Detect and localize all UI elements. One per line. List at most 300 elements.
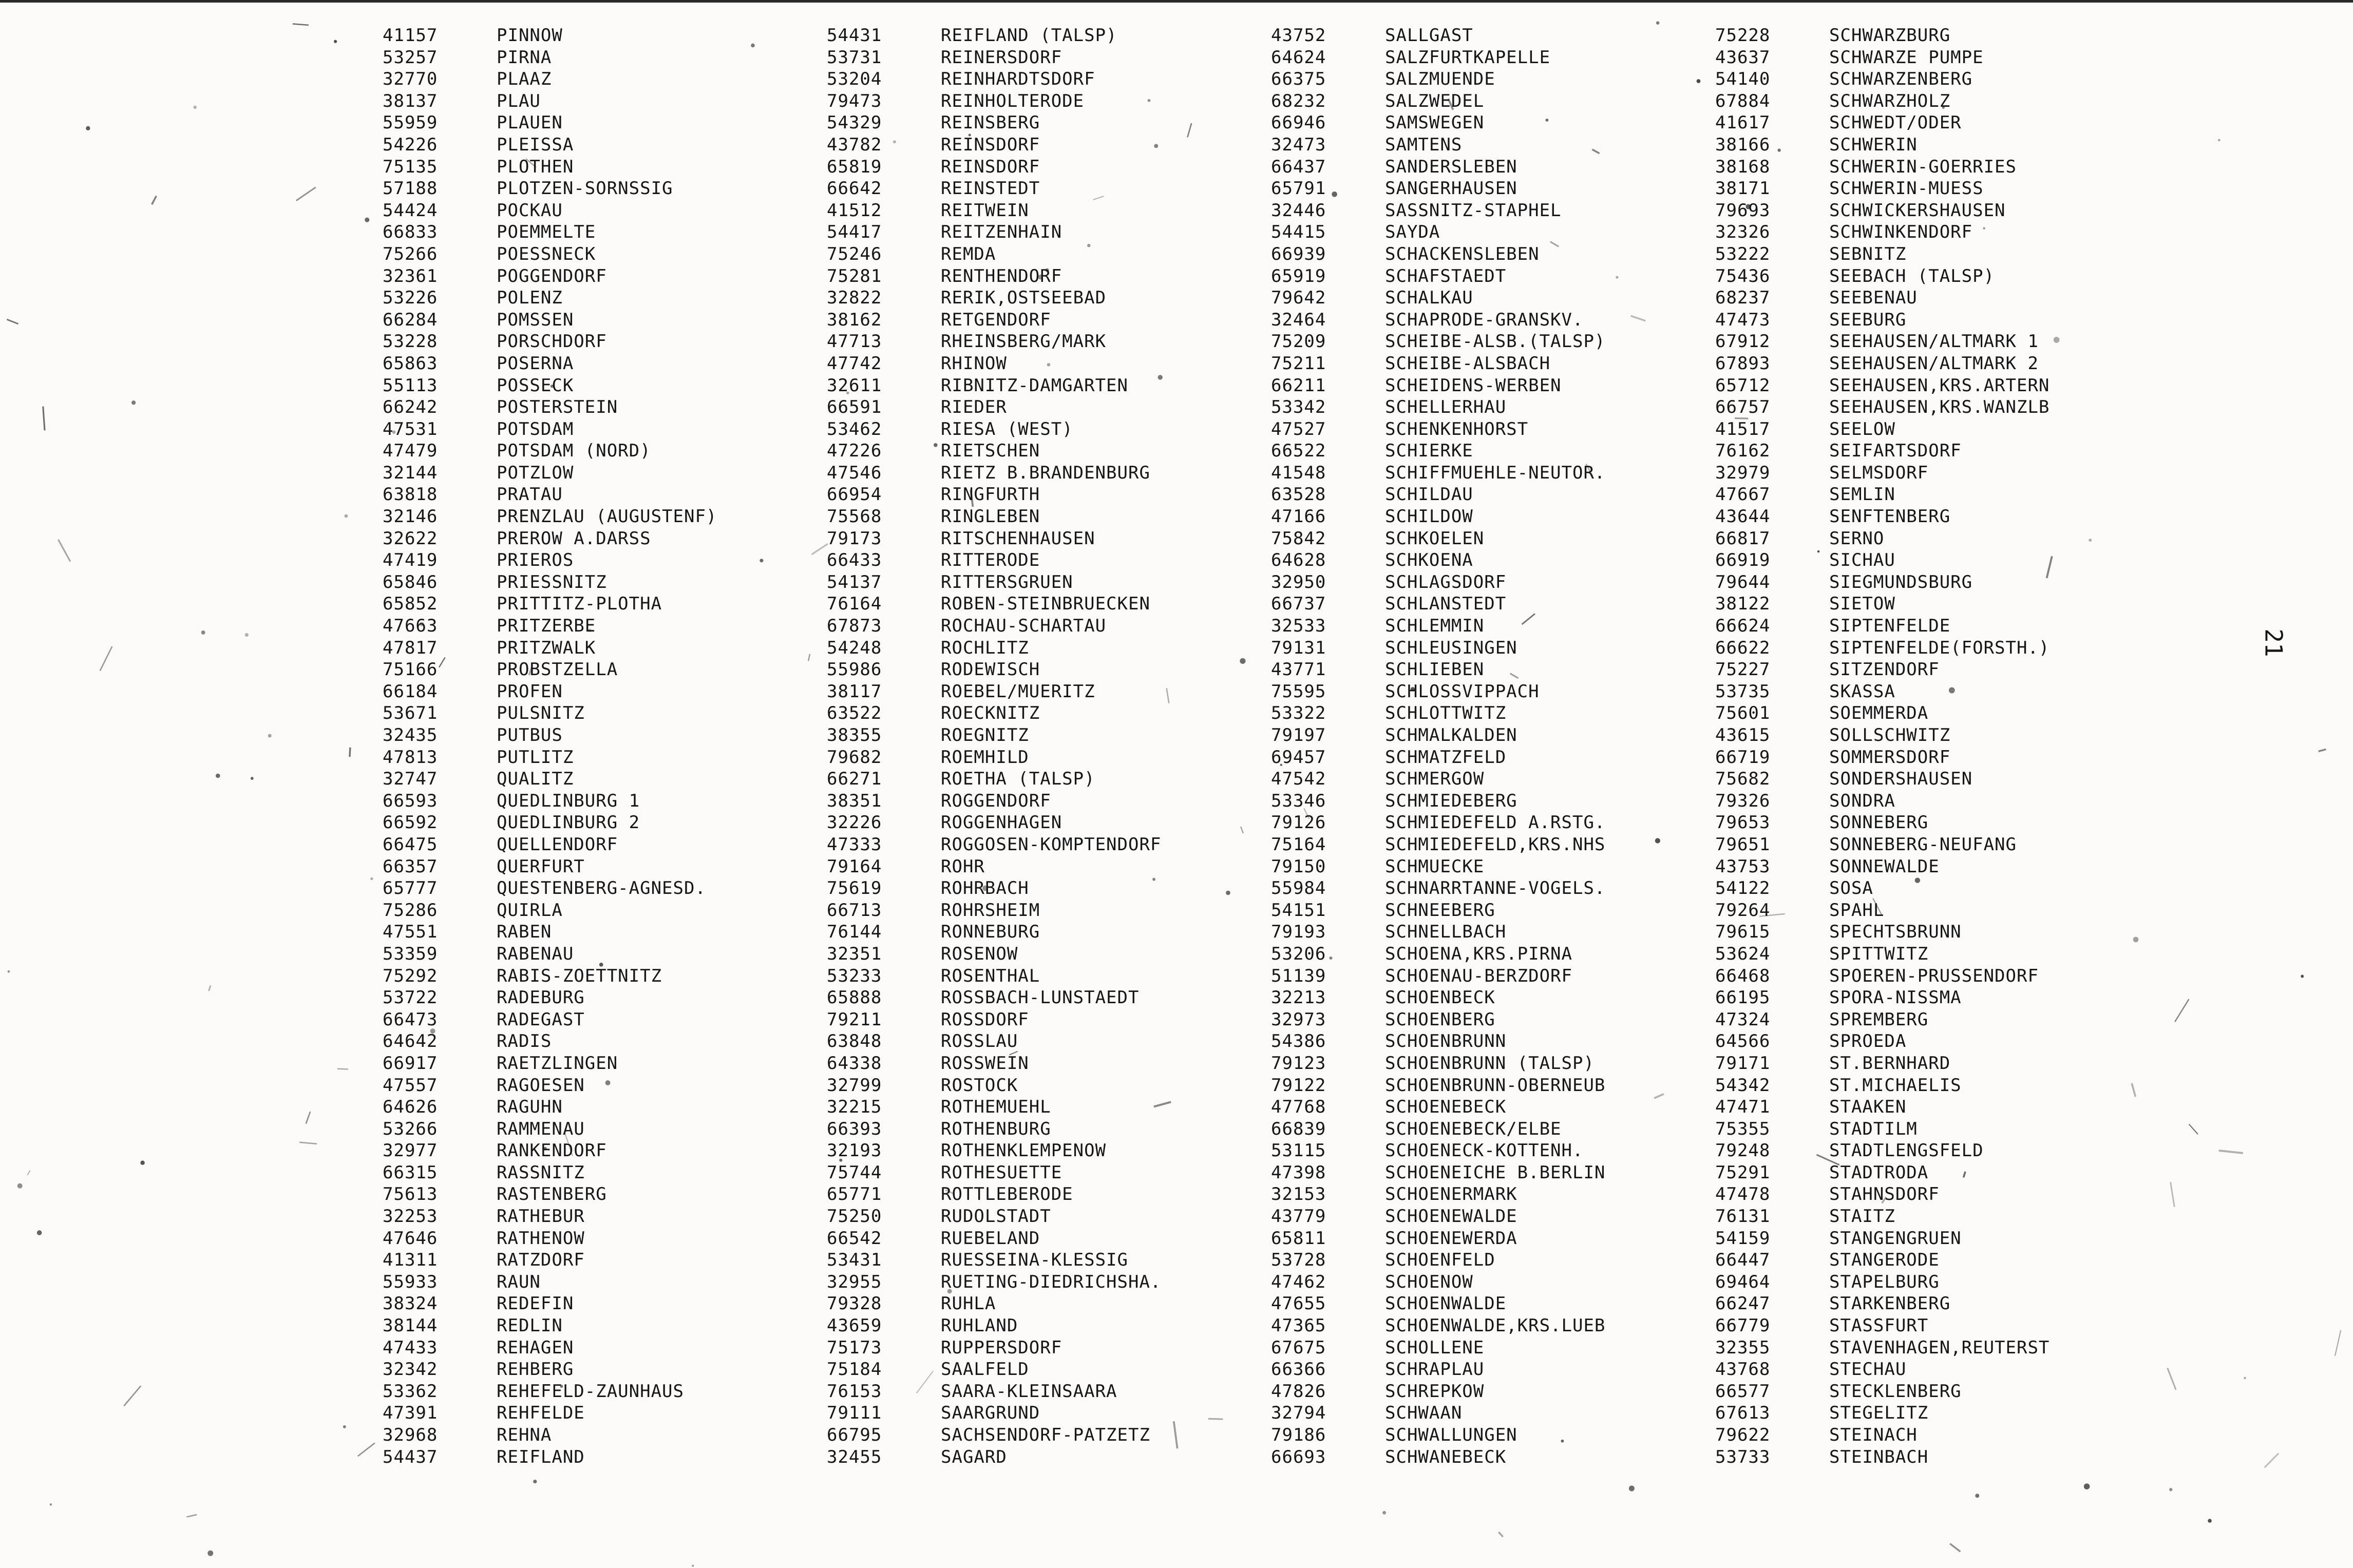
postal-code: 75619	[827, 878, 882, 899]
postal-code: 32153	[1271, 1184, 1326, 1205]
list-row	[827, 834, 1161, 856]
scan-streak	[1174, 1421, 1178, 1448]
list-row	[1271, 112, 1605, 134]
place-name: PUTBUS	[497, 725, 563, 745]
postal-code: 79326	[1715, 790, 1771, 811]
postal-code: 66946	[1271, 112, 1326, 133]
list-row	[383, 615, 717, 637]
place-name: SEEHAUSEN/ALTMARK 1	[1829, 331, 2039, 352]
place-name: SCHWARZE PUMPE	[1829, 47, 1984, 68]
list-row	[383, 440, 717, 462]
list-row	[1271, 462, 1605, 484]
postal-code: 55959	[383, 112, 438, 133]
place-name: RIBNITZ-DAMGARTEN	[941, 375, 1128, 396]
list-row	[383, 178, 717, 200]
postal-code: 75682	[1715, 769, 1771, 790]
list-row	[1271, 987, 1605, 1009]
scan-speck	[2244, 1377, 2246, 1380]
list-row	[383, 965, 717, 987]
postal-code: 75744	[827, 1162, 882, 1183]
postal-code: 38144	[383, 1315, 438, 1336]
place-name: POESSNECK	[497, 243, 596, 264]
postal-code: 32473	[1271, 134, 1326, 155]
postal-code: 66433	[827, 550, 882, 571]
place-name: SCHLEMMIN	[1385, 616, 1485, 637]
place-name: ROCHAU-SCHARTAU	[941, 616, 1107, 637]
place-name: RADEGAST	[497, 1009, 585, 1030]
list-row	[383, 1118, 717, 1140]
postal-code: 75173	[827, 1337, 882, 1358]
scan-streak	[58, 540, 70, 562]
postal-code: 75227	[1715, 659, 1771, 680]
list-row	[1715, 396, 2050, 418]
place-name: SAYDA	[1385, 222, 1440, 243]
postal-code: 66393	[827, 1118, 882, 1139]
place-name: RIETSCHEN	[941, 441, 1040, 462]
postal-code: 43779	[1271, 1206, 1326, 1227]
place-name: PLAUEN	[497, 112, 563, 133]
scan-streak	[306, 1112, 310, 1124]
place-name: STAHNSDORF	[1829, 1184, 1940, 1205]
postal-code: 66468	[1715, 965, 1771, 986]
postal-code: 47667	[1715, 484, 1771, 505]
place-name: RAGOESEN	[497, 1075, 585, 1096]
postal-code: 47542	[1271, 769, 1326, 790]
place-name: RUESSEINA-KLESSIG	[941, 1250, 1128, 1271]
list-row	[383, 331, 717, 353]
list-row	[1715, 1271, 2050, 1293]
postal-code: 68237	[1715, 288, 1771, 309]
list-row	[827, 418, 1161, 441]
postal-code: 47462	[1271, 1271, 1326, 1292]
list-row	[383, 877, 717, 900]
list-row	[383, 396, 717, 418]
place-name: SEEBACH (TALSP)	[1829, 265, 1995, 286]
list-row	[383, 1162, 717, 1184]
place-name: PROFEN	[497, 681, 563, 702]
scan-speck	[751, 44, 755, 48]
column-2	[827, 25, 1161, 1468]
place-name: SCHOENA,KRS.PIRNA	[1385, 943, 1572, 964]
list-row	[383, 768, 717, 790]
place-name: ROSTOCK	[941, 1075, 1018, 1096]
scan-streak	[1241, 827, 1243, 833]
list-row	[1715, 834, 2050, 856]
list-row	[1715, 353, 2050, 375]
place-name: SONNEWALDE	[1829, 856, 1940, 877]
scan-speck	[2133, 937, 2139, 943]
postal-code: 63818	[383, 484, 438, 505]
scan-speck	[131, 400, 136, 405]
postal-code: 43753	[1715, 856, 1771, 877]
place-name: SCHOENBRUNN (TALSP)	[1385, 1053, 1595, 1074]
place-name: ROTHENBURG	[941, 1118, 1051, 1139]
place-name: SPOEREN-PRUSSENDORF	[1829, 965, 2039, 986]
postal-code: 32455	[827, 1446, 882, 1467]
postal-code: 53735	[1715, 681, 1771, 702]
place-name: SEEHAUSEN,KRS.ARTERN	[1829, 375, 2050, 396]
scan-speck	[1226, 891, 1230, 895]
list-row	[383, 134, 717, 156]
postal-code: 66591	[827, 397, 882, 418]
list-row	[1715, 1075, 2050, 1097]
place-name: SCHKOENA	[1385, 550, 1473, 571]
postal-code: 41617	[1715, 112, 1771, 133]
scan-streak	[209, 985, 211, 991]
place-name: RITSCHENHAUSEN	[941, 528, 1095, 549]
place-name: RAMMENAU	[497, 1118, 585, 1139]
postal-code: 66624	[1715, 616, 1771, 637]
postal-code: 63522	[827, 703, 882, 724]
list-row	[1271, 200, 1605, 222]
list-row	[1715, 90, 2050, 112]
list-row	[1271, 724, 1605, 747]
postal-code: 68232	[1271, 90, 1326, 111]
postal-code: 75568	[827, 506, 882, 527]
list-row	[827, 462, 1161, 484]
place-name: QUALITZ	[497, 769, 574, 790]
list-row	[1715, 702, 2050, 724]
place-name: PORSCHDORF	[497, 331, 607, 352]
scan-speck	[334, 40, 337, 43]
list-row	[383, 90, 717, 112]
postal-code: 66917	[383, 1053, 438, 1074]
place-name: RIESA (WEST)	[941, 418, 1073, 439]
list-row	[383, 375, 717, 397]
place-name: SCHWERIN-GOERRIES	[1829, 156, 2017, 177]
list-row	[1715, 243, 2050, 265]
place-name: SCHLAGSDORF	[1385, 571, 1507, 592]
postal-code: 38171	[1715, 178, 1771, 199]
postal-code: 53233	[827, 965, 882, 986]
list-row	[1271, 309, 1605, 331]
scan-streak	[2189, 1124, 2198, 1135]
postal-code: 47646	[383, 1228, 438, 1249]
list-row	[383, 1249, 717, 1271]
postal-code: 32977	[383, 1140, 438, 1161]
scan-streak	[28, 1171, 30, 1175]
postal-code: 66284	[383, 309, 438, 330]
list-row	[1271, 637, 1605, 659]
list-row	[1715, 265, 2050, 288]
list-row	[383, 1402, 717, 1424]
place-name: SCHOENBRUNN-OBERNEUB	[1385, 1075, 1606, 1096]
postal-code: 76144	[827, 922, 882, 943]
list-row	[1715, 506, 2050, 528]
place-name: RUHLA	[941, 1293, 996, 1314]
place-name: STEGELITZ	[1829, 1403, 1929, 1424]
postal-code: 66184	[383, 681, 438, 702]
postal-code: 79682	[827, 747, 882, 768]
postal-code: 79123	[1271, 1053, 1326, 1074]
scan-streak	[100, 646, 112, 671]
place-name: SCHMIEDEFELD,KRS.NHS	[1385, 834, 1606, 855]
place-name: SOSA	[1829, 878, 1873, 899]
list-row	[383, 1337, 717, 1359]
place-name: ST.BERNHARD	[1829, 1053, 1951, 1074]
list-row	[827, 987, 1161, 1009]
place-name: RABIS-ZOETTNITZ	[497, 965, 662, 986]
list-row	[1715, 1096, 2050, 1118]
list-row	[1715, 178, 2050, 200]
list-row	[827, 1337, 1161, 1359]
postal-code: 53322	[1271, 703, 1326, 724]
scan-speck	[140, 1161, 144, 1165]
place-name: ROSSLAU	[941, 1031, 1018, 1052]
place-name: PULSNITZ	[497, 703, 585, 724]
postal-code: 53431	[827, 1250, 882, 1271]
place-name: RAUN	[497, 1271, 541, 1292]
scan-streak	[1167, 688, 1169, 703]
list-row	[827, 375, 1161, 397]
place-name: SONNEBERG-NEUFANG	[1829, 834, 2017, 855]
scan-streak	[2219, 1151, 2243, 1153]
list-row	[1715, 1030, 2050, 1053]
list-row	[1271, 484, 1605, 506]
list-row	[383, 856, 717, 878]
scan-speck	[2054, 337, 2060, 343]
scan-streak	[2132, 1083, 2135, 1097]
place-name: REINSDORF	[941, 156, 1040, 177]
postal-code: 79651	[1715, 834, 1771, 855]
postal-code: 32533	[1271, 616, 1326, 637]
postal-code: 54437	[383, 1446, 438, 1467]
place-name: RIEDER	[941, 397, 1007, 418]
list-row	[1715, 287, 2050, 309]
postal-code: 32253	[383, 1206, 438, 1227]
place-name: ROTHEMUEHL	[941, 1097, 1051, 1118]
list-row	[383, 221, 717, 243]
postal-code: 65771	[827, 1184, 882, 1205]
list-row	[1271, 156, 1605, 178]
place-name: REINSDORF	[941, 134, 1040, 155]
place-name: STASSFURT	[1829, 1315, 1929, 1336]
list-row	[827, 331, 1161, 353]
place-name: POTZLOW	[497, 462, 574, 483]
place-name: STEINACH	[1829, 1425, 1918, 1445]
postal-code: 66242	[383, 397, 438, 418]
list-row	[1715, 68, 2050, 90]
list-row	[827, 1140, 1161, 1162]
postal-code: 66954	[827, 484, 882, 505]
place-name: SCHWINKENDORF	[1829, 222, 1973, 243]
postal-code: 54417	[827, 222, 882, 243]
place-name: RITTERODE	[941, 550, 1040, 571]
list-row	[1271, 418, 1605, 441]
list-row	[1271, 702, 1605, 724]
scan-streak	[2171, 1182, 2175, 1207]
place-name: SCHWARZHOLZ	[1829, 90, 1951, 111]
postal-code: 76131	[1715, 1206, 1771, 1227]
postal-code: 76164	[827, 594, 882, 615]
place-name: REHNA	[497, 1425, 552, 1445]
list-row	[1271, 856, 1605, 878]
postal-code: 69464	[1715, 1271, 1771, 1292]
place-name: REINHARDTSDORF	[941, 69, 1095, 90]
postal-code: 64642	[383, 1031, 438, 1052]
postal-code: 79622	[1715, 1425, 1771, 1445]
list-row	[383, 834, 717, 856]
list-row	[827, 25, 1161, 47]
list-row	[383, 812, 717, 834]
postal-code: 75281	[827, 265, 882, 286]
place-name: ROTHENKLEMPENOW	[941, 1140, 1107, 1161]
place-name: SCHLIEBEN	[1385, 659, 1485, 680]
list-row	[827, 856, 1161, 878]
postal-code: 66475	[383, 834, 438, 855]
list-row	[383, 1315, 717, 1337]
place-name: QUIRLA	[497, 900, 563, 921]
list-row	[383, 112, 717, 134]
place-name: SIPTENFELDE(FORSTH.)	[1829, 637, 2050, 658]
place-name: RATZDORF	[497, 1250, 585, 1271]
scan-speck	[8, 970, 10, 973]
list-row	[827, 1359, 1161, 1381]
postal-code: 66719	[1715, 747, 1771, 768]
list-row	[1271, 1228, 1605, 1250]
place-name: SENFTENBERG	[1829, 506, 1951, 527]
list-row	[827, 1424, 1161, 1446]
scan-speck	[1656, 21, 1660, 25]
list-row	[1715, 965, 2050, 987]
postal-code: 64566	[1715, 1031, 1771, 1052]
list-row	[827, 1096, 1161, 1118]
postal-code: 66447	[1715, 1250, 1771, 1271]
scan-streak	[1498, 1532, 1503, 1537]
place-name: PRIEROS	[497, 550, 574, 571]
place-name: STAPELBURG	[1829, 1271, 1940, 1292]
place-name: SCHLEUSINGEN	[1385, 637, 1517, 658]
place-name: STECKLENBERG	[1829, 1381, 1962, 1402]
list-row	[1715, 221, 2050, 243]
list-row	[827, 156, 1161, 178]
list-row	[827, 47, 1161, 69]
place-name: RERIK,OSTSEEBAD	[941, 288, 1107, 309]
place-name: POSERNA	[497, 353, 574, 374]
list-row	[383, 681, 717, 703]
postal-code: 43768	[1715, 1359, 1771, 1380]
list-row	[827, 1118, 1161, 1140]
list-row	[827, 965, 1161, 987]
postal-code: 41548	[1271, 462, 1326, 483]
place-name: PRITZWALK	[497, 637, 596, 658]
list-row	[1271, 68, 1605, 90]
scan-speck	[201, 630, 205, 635]
list-row	[1715, 375, 2050, 397]
postal-code: 66939	[1271, 243, 1326, 264]
place-name: RUEBELAND	[941, 1228, 1040, 1249]
postal-code: 57188	[383, 178, 438, 199]
postal-code: 75436	[1715, 265, 1771, 286]
list-row	[1715, 812, 2050, 834]
place-name: SPROEDA	[1829, 1031, 1907, 1052]
scan-speck	[1616, 276, 1618, 278]
place-name: REHFELDE	[497, 1403, 585, 1424]
place-name: SCHOENEWERDA	[1385, 1228, 1517, 1249]
place-name: SCHMATZFELD	[1385, 747, 1507, 768]
postal-code: 53722	[383, 987, 438, 1008]
place-name: SCHMIEDEFELD A.RSTG.	[1385, 812, 1606, 833]
list-row	[383, 702, 717, 724]
postal-code: 64338	[827, 1053, 882, 1074]
postal-code: 38324	[383, 1293, 438, 1314]
postal-code: 54415	[1271, 222, 1326, 243]
list-row	[383, 1381, 717, 1403]
postal-code: 79653	[1715, 812, 1771, 833]
scan-speck	[345, 514, 348, 518]
place-name: SIEGMUNDSBURG	[1829, 571, 1973, 592]
place-name: ROGGOSEN-KOMPTENDORF	[941, 834, 1162, 855]
place-name: SCHOENEICHE B.BERLIN	[1385, 1162, 1606, 1183]
postal-code: 32326	[1715, 222, 1771, 243]
postal-code: 54122	[1715, 878, 1771, 899]
place-name: SERNO	[1829, 528, 1885, 549]
list-row	[827, 1446, 1161, 1468]
postal-code: 79150	[1271, 856, 1326, 877]
list-row	[1271, 1337, 1605, 1359]
list-row	[1271, 1315, 1605, 1337]
list-row	[383, 987, 717, 1009]
place-name: SONDERSHAUSEN	[1829, 769, 1973, 790]
postal-code: 75595	[1271, 681, 1326, 702]
postal-code: 38162	[827, 309, 882, 330]
list-row	[383, 724, 717, 747]
place-name: SCHALKAU	[1385, 288, 1473, 309]
postal-code: 75286	[383, 900, 438, 921]
postal-code: 66737	[1271, 594, 1326, 615]
postal-code: 65819	[827, 156, 882, 177]
list-row	[1271, 25, 1605, 47]
place-name: REDEFIN	[497, 1293, 574, 1314]
list-row	[383, 1446, 717, 1468]
scan-speck	[533, 1480, 537, 1483]
postal-code: 55113	[383, 375, 438, 396]
scan-speck	[760, 559, 763, 562]
postal-code: 65846	[383, 571, 438, 592]
postal-code: 47433	[383, 1337, 438, 1358]
list-row	[827, 1009, 1161, 1031]
list-row	[1271, 768, 1605, 790]
postal-code: 43771	[1271, 659, 1326, 680]
place-name: SEEBURG	[1829, 309, 1907, 330]
list-row	[1715, 1162, 2050, 1184]
list-row	[1271, 287, 1605, 309]
list-row	[1715, 1424, 2050, 1446]
postal-code: 79473	[827, 90, 882, 111]
place-name: SEEBENAU	[1829, 288, 1918, 309]
place-name: SCHNARRTANNE-VOGELS.	[1385, 878, 1606, 899]
postal-code: 65777	[383, 878, 438, 899]
postal-code: 47546	[827, 462, 882, 483]
list-row	[1271, 549, 1605, 571]
list-row	[1715, 724, 2050, 747]
list-row	[1271, 965, 1605, 987]
list-row	[1715, 921, 2050, 943]
place-name: STECHAU	[1829, 1359, 1907, 1380]
place-name: SALZMUENDE	[1385, 69, 1495, 90]
list-row	[827, 637, 1161, 659]
list-row	[827, 1402, 1161, 1424]
list-row	[827, 309, 1161, 331]
list-row	[383, 571, 717, 594]
postal-code: 79171	[1715, 1053, 1771, 1074]
list-row	[827, 287, 1161, 309]
list-row	[383, 265, 717, 288]
list-row	[827, 221, 1161, 243]
postal-code: 75355	[1715, 1118, 1771, 1139]
place-name: RONNEBURG	[941, 922, 1040, 943]
place-name: REITWEIN	[941, 200, 1029, 221]
